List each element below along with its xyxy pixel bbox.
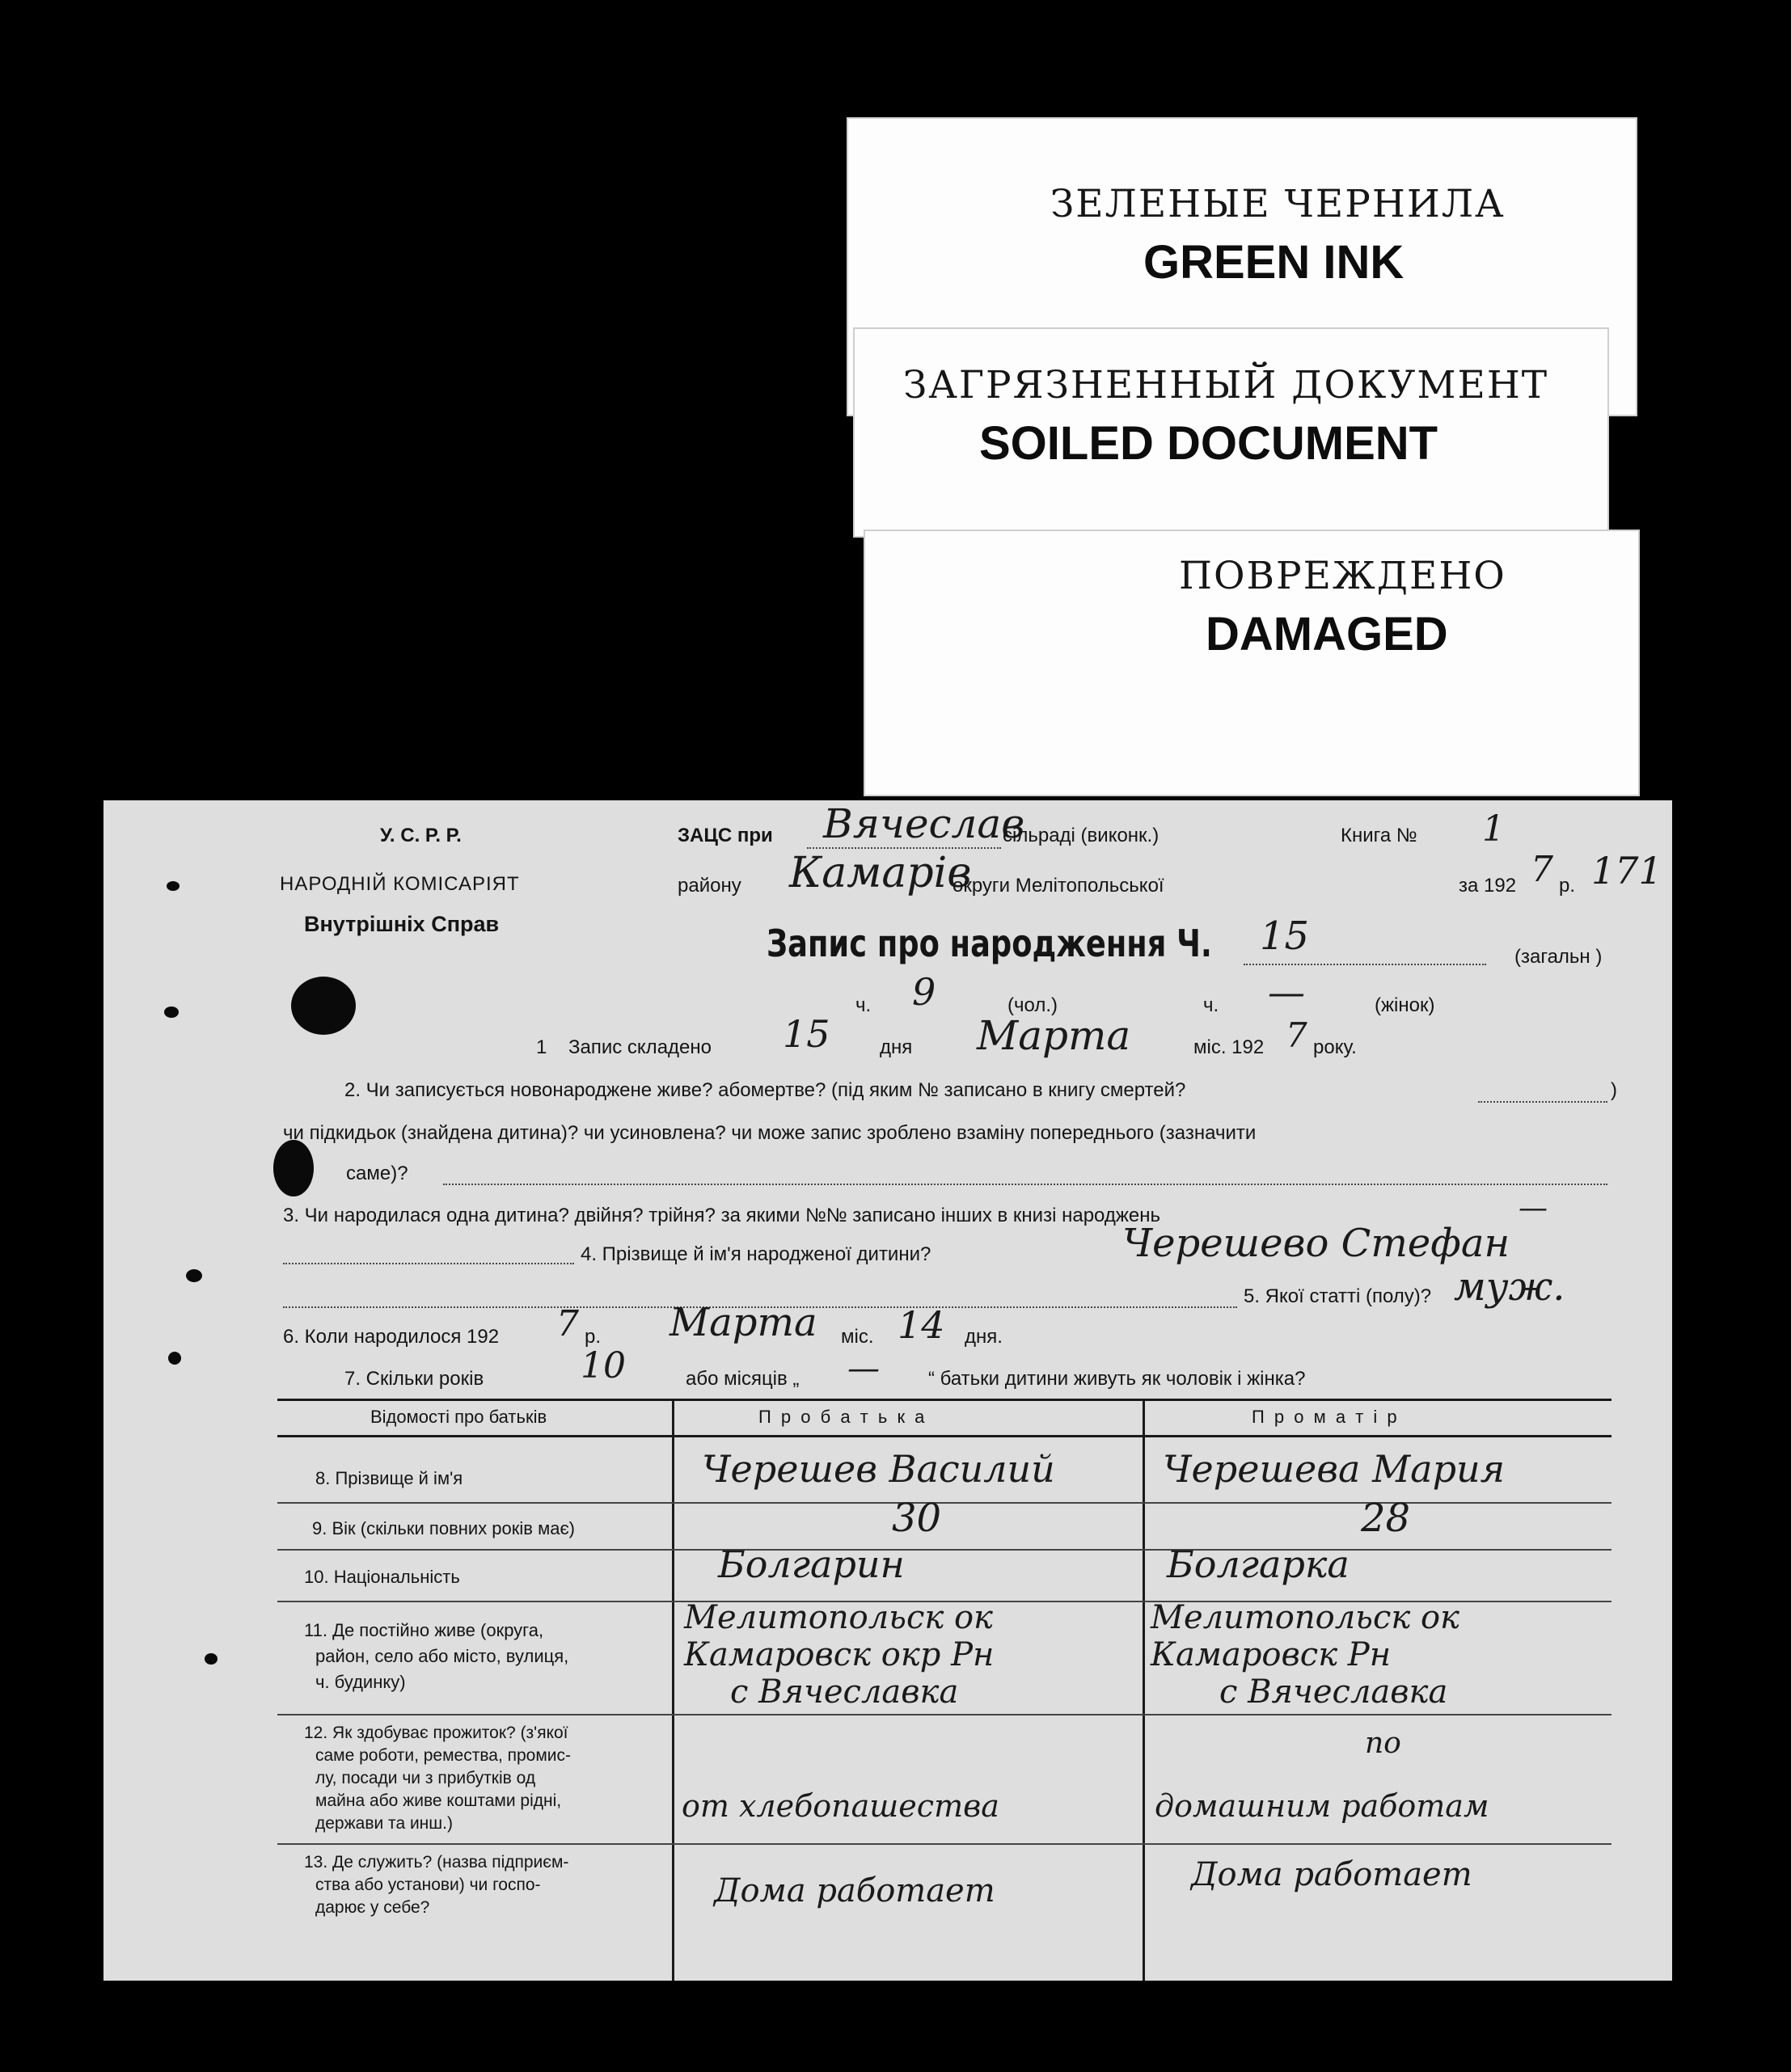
row-label: 13. Де служить? (назва підприєм-	[304, 1853, 569, 1872]
row-divider	[277, 1549, 1611, 1551]
birth-record-form	[103, 800, 1672, 1981]
q7-years: 10	[581, 1345, 626, 1386]
q6-month-label: міс.	[841, 1326, 874, 1348]
father-workplace: Дома работает	[714, 1872, 995, 1910]
ussr-label: У. С. Р. Р.	[380, 825, 462, 846]
notice-green-ink-ru: ЗЕЛЕНЫЕ ЧЕРНИЛА	[1050, 182, 1506, 226]
notice-damaged	[864, 530, 1640, 796]
notice-green-ink-en: GREEN INK	[1143, 236, 1404, 289]
table-header-info: Відомості про батьків	[370, 1407, 547, 1427]
book-label: Книга №	[1341, 825, 1417, 846]
q5-value: муж.	[1454, 1264, 1565, 1310]
q7-tail: “ батьки дитини живуть як чоловік і жінка?	[928, 1368, 1306, 1390]
father-name: Черешев Василий	[702, 1447, 1055, 1491]
row-divider	[277, 1714, 1611, 1715]
mother-residence: с Вячеславка	[1219, 1673, 1448, 1711]
table-rule	[277, 1435, 1611, 1437]
q2-line-2: чи підкидьок (знайдена дитина)? чи усиновлена? чи може запис зроблено взаміну попереднього (зазначити	[283, 1122, 1257, 1144]
q1-number: 1	[536, 1036, 547, 1058]
q1-day-label: дня	[880, 1036, 913, 1058]
mother-residence: Камаровск Рн	[1151, 1636, 1392, 1673]
q1-day: 15	[783, 1012, 830, 1056]
punch-hole	[186, 1269, 202, 1282]
row-label: 10. Національність	[304, 1567, 460, 1587]
punch-hole	[167, 881, 180, 891]
father-age: 30	[892, 1496, 942, 1541]
record-title: Запис про народження Ч.	[767, 922, 1212, 965]
punch-hole	[164, 1006, 179, 1018]
mother-residence: Мелитопольск ок	[1151, 1599, 1459, 1636]
commissariat-line-2: Внутрішніх Справ	[304, 912, 500, 936]
year-suffix: р.	[1559, 875, 1576, 897]
row-label: район, село або місто, вулиця,	[315, 1646, 569, 1666]
table-rule	[672, 1399, 674, 1981]
district-label: району	[678, 875, 741, 897]
q1-label: Запис складено	[568, 1036, 712, 1058]
row-label: дарює у себе?	[315, 1898, 430, 1917]
father-residence: Камаровск окр Рн	[684, 1636, 995, 1673]
q4-label: 4. Прізвище й ім'я народженої дитини?	[581, 1243, 931, 1265]
q3-value: —	[1519, 1192, 1548, 1225]
row-label: майна або живе коштами рідні,	[315, 1791, 562, 1810]
row-label: держави та инш.)	[315, 1814, 453, 1833]
row-label: 8. Прізвище й ім'я	[315, 1468, 463, 1488]
year-label: за 192	[1459, 875, 1517, 897]
q6-month: Марта	[670, 1300, 817, 1345]
commissariat-line-1: НАРОДНІЙ КОМІСАРІЯТ	[280, 873, 520, 895]
table-rule	[277, 1399, 1611, 1401]
row-label: ства або установи) чи госпо-	[315, 1876, 541, 1894]
table-header-mother: П р о м а т і р	[1252, 1407, 1400, 1427]
q2-line-3-blank	[443, 1184, 1607, 1185]
page-mark: 171	[1591, 849, 1662, 893]
book-value: 1	[1482, 808, 1505, 850]
q4-lead-dots	[283, 1263, 574, 1264]
mother-name: Черешева Мария	[1163, 1447, 1506, 1491]
total-label: (загальн )	[1514, 946, 1603, 968]
q2-line-1-end: )	[1611, 1079, 1617, 1101]
table-rule	[1143, 1399, 1145, 1981]
q1-month: Марта	[977, 1012, 1131, 1059]
q2-line-1-blank	[1478, 1101, 1607, 1103]
row-divider	[277, 1843, 1611, 1845]
mother-nationality: Болгарка	[1167, 1542, 1350, 1586]
punch-hole	[291, 977, 356, 1035]
punch-hole	[205, 1653, 218, 1665]
male-label: (чол.)	[1007, 994, 1058, 1016]
row-label: лу, посади чи з прибутків од	[315, 1769, 536, 1787]
punch-hole	[168, 1352, 181, 1365]
q1-year: 7	[1286, 1015, 1307, 1055]
row-divider	[277, 1502, 1611, 1504]
q3-label: 3. Чи народилася одна дитина? двійня? трійня? за якими №№ записано інших в книзі народжень	[283, 1205, 1161, 1226]
father-nationality: Болгарин	[718, 1542, 905, 1586]
father-residence: с Вячеславка	[730, 1673, 959, 1711]
q6-year: 7	[556, 1303, 579, 1344]
q1-suffix: року.	[1313, 1036, 1357, 1058]
row-label: ч. будинку)	[315, 1672, 406, 1692]
q2-line-3: саме)?	[346, 1163, 408, 1184]
father-livelihood: от хлебопашества	[682, 1788, 999, 1824]
mother-age: 28	[1361, 1496, 1411, 1541]
notice-damaged-en: DAMAGED	[1206, 608, 1448, 660]
notice-damaged-ru: ПОВРЕЖДЕНО	[1179, 554, 1506, 598]
row-label: саме роботи, ремества, промис-	[315, 1746, 572, 1765]
row-label: 11. Де постійно живе (округа,	[304, 1620, 544, 1640]
mother-workplace: Дома работает	[1191, 1856, 1472, 1893]
notice-soiled-ru: ЗАГРЯЗНЕННЫЙ ДОКУМЕНТ	[903, 363, 1549, 407]
q6-label: 6. Коли народилося 192	[283, 1326, 500, 1348]
male-prefix: ч.	[855, 994, 872, 1016]
punch-hole	[273, 1140, 314, 1196]
female-count: —	[1268, 970, 1305, 1014]
year-value: 7	[1531, 849, 1553, 890]
okrug-label: округи Мелітопольської	[953, 875, 1164, 897]
q7-months: —	[847, 1350, 880, 1387]
district-value: Камарів	[789, 849, 972, 897]
record-number-underline	[1244, 964, 1486, 965]
q1-month-label: міс. 192	[1193, 1036, 1265, 1058]
q2-line-1: 2. Чи записується новонароджене живе? абомертве? (під яким № записано в книгу смертей?	[344, 1079, 1186, 1101]
row-label: 9. Вік (скільки повних років має)	[312, 1518, 576, 1538]
zags-value: Вячеслав	[823, 800, 1025, 847]
mother-livelihood: домашним работам	[1155, 1788, 1489, 1824]
q4-value: Черешево Стефан	[1122, 1221, 1510, 1266]
q6-day-label: дня.	[965, 1326, 1003, 1348]
q7-months-label: або місяців „	[686, 1368, 800, 1390]
notice-soiled	[853, 327, 1609, 538]
female-prefix: ч.	[1203, 994, 1219, 1016]
q5-label: 5. Якої статті (полу)?	[1244, 1285, 1432, 1307]
female-label: (жінок)	[1375, 994, 1435, 1016]
q7-label: 7. Скільки років	[344, 1368, 484, 1390]
father-residence: Мелитопольск ок	[684, 1599, 993, 1636]
q6-day: 14	[898, 1303, 945, 1347]
zags-label: ЗАЦС при	[678, 825, 773, 846]
notice-soiled-en: SOILED DOCUMENT	[979, 417, 1438, 470]
council-label: сільраді (виконк.)	[1003, 825, 1160, 846]
row-label: 12. Як здобуває прожиток? (з'якої	[304, 1724, 568, 1742]
mother-livelihood: по	[1365, 1727, 1401, 1760]
table-header-father: П р о б а т ь к а	[758, 1407, 927, 1427]
male-count: 9	[912, 970, 936, 1014]
record-number: 15	[1260, 914, 1310, 959]
q6-r: р.	[585, 1326, 602, 1348]
